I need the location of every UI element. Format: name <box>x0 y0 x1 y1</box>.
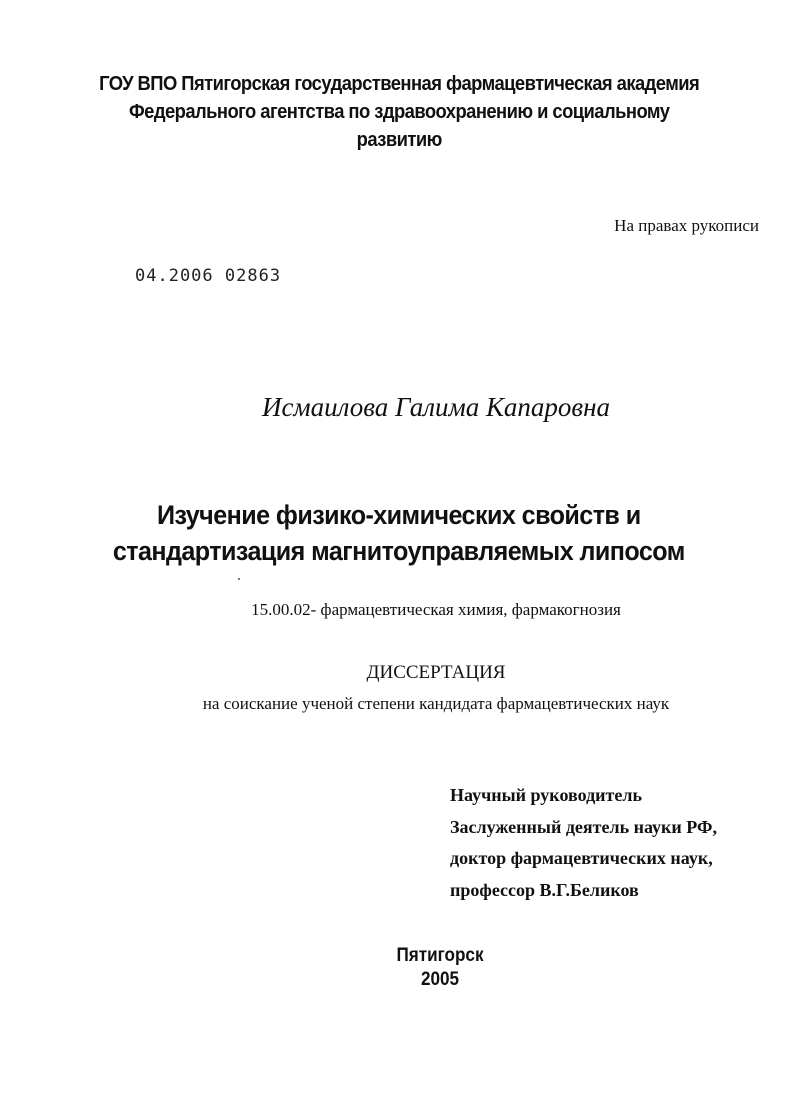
supervisor-degree: доктор фармацевтических наук, <box>450 848 713 868</box>
manuscript-note: На правах рукописи <box>614 216 759 235</box>
stamp-code: 04.2006 02863 <box>135 266 282 286</box>
institution-header <box>35 70 764 154</box>
title-line-2: стандартизация магнитоуправляемых липосом <box>112 536 685 566</box>
author-name: Исмаилова Галима Капаровна <box>261 392 611 422</box>
document-type: ДИССЕРТАЦИЯ <box>366 662 506 683</box>
institution-line-3: развитию <box>356 129 442 151</box>
institution-line-1: ГОУ ВПО Пятигорская государственная фармацевтическая академия <box>99 73 700 95</box>
supervisor-name: профессор В.Г.Беликов <box>450 879 639 900</box>
dissertation-title <box>31 497 768 569</box>
institution-line-2: Федерального агентства по здравоохранению и социальному <box>129 101 670 123</box>
footer <box>84 944 792 992</box>
supervisor-role: Научный руководитель <box>450 785 642 805</box>
city: Пятигорск <box>396 945 484 966</box>
title-line-1: Изучение физико-химических свойств и <box>156 500 641 530</box>
scan-speck <box>238 578 240 580</box>
supervisor-honor: Заслуженный деятель науки РФ, <box>450 816 717 837</box>
year: 2005 <box>420 969 460 990</box>
degree-statement: на соискание ученой степени кандидата фармацевтических наук <box>202 694 670 713</box>
supervisor-block <box>450 780 717 906</box>
specialty-code: 15.00.02- фармацевтическая химия, фармакогнозия <box>251 600 621 619</box>
